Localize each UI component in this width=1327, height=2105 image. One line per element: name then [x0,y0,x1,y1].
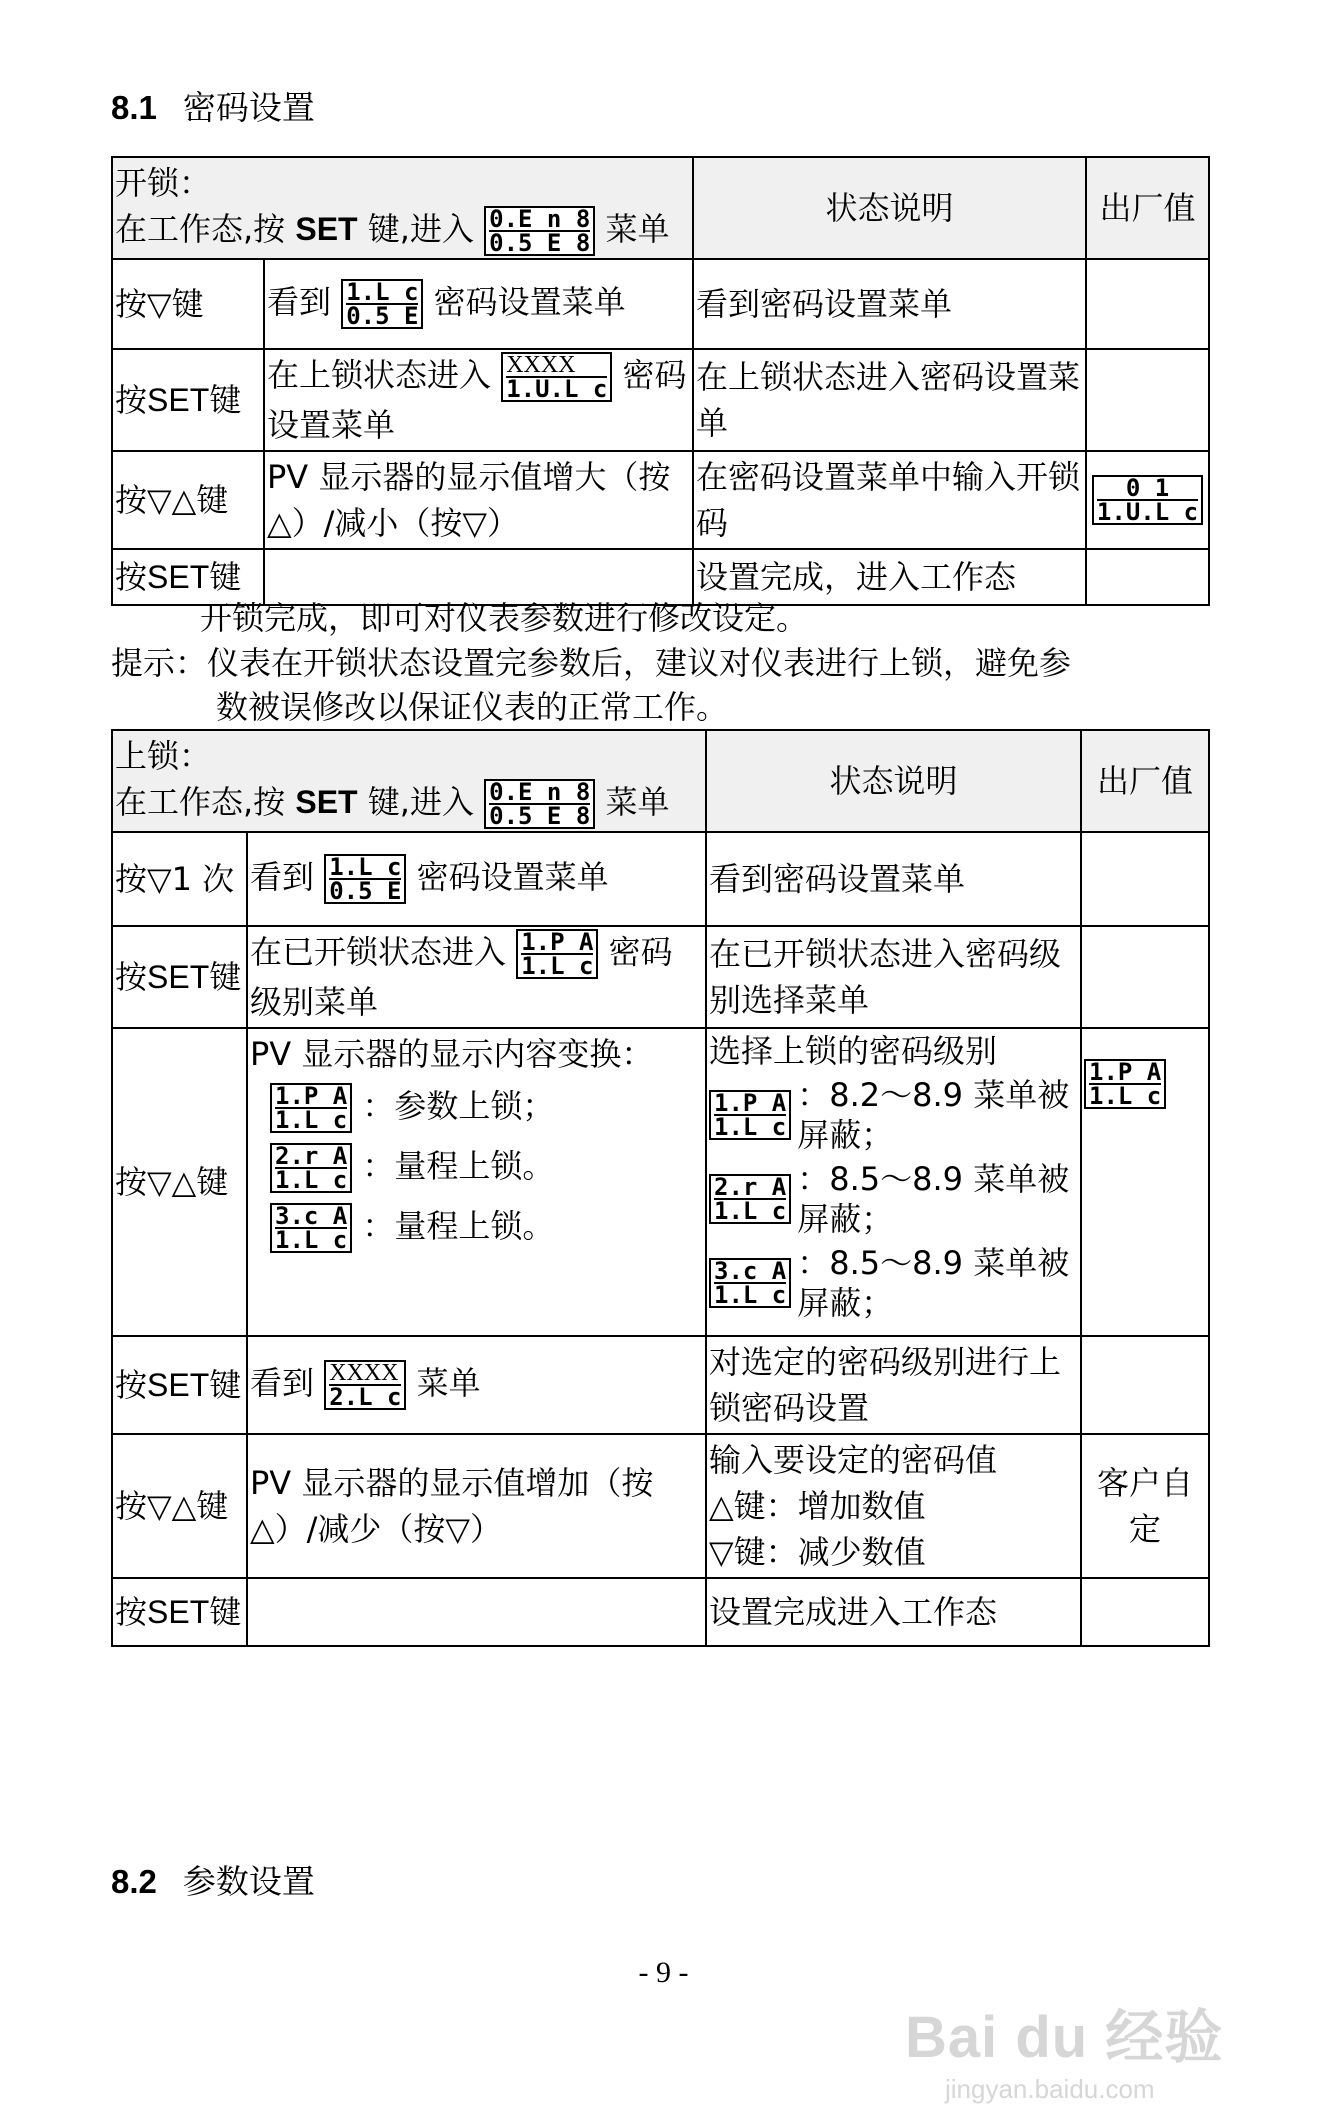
watermark-url: jingyan.baidu.com [945,2074,1155,2104]
table-row [112,832,1209,926]
table-row [112,549,1209,605]
action-cell: 按SET键 [112,1578,247,1646]
baidu-jingyan-watermark [905,1990,1245,2104]
lcd-display: $\frac{\text{1.P A}}{\text{1.L c}}$ [270,1083,352,1133]
header-line2-b: 键,进入 [357,210,474,248]
set-key-label: SET [295,211,358,247]
default-cell [1086,259,1209,349]
header-instruction [112,157,693,259]
default-cell [1081,832,1209,926]
lcd-display: XXXX 2.L c [324,1360,406,1410]
lcd-display: $\frac{\text{3.c A}}{\text{1.L c}}$ [270,1203,352,1253]
header-line1: 上锁： [115,737,212,775]
action-cell: 按SET键 [112,549,264,605]
lcd-display: 2.r A 1.L c [709,1174,791,1224]
header-status: 状态说明 [706,730,1081,832]
lcd-display: XXXX 1.U.L c [501,352,612,402]
lcd-display: $\frac{\text{0.E n 8}}{0.5 E 8}$ [484,206,595,256]
status-cell: 设置完成进入工作态 [706,1578,1081,1646]
status-cell: 设置完成，进入工作态 [693,549,1086,605]
operation-cell: PV 显示器的显示值增大（按△）/减小（按▽） [264,451,693,549]
action-cell: 按SET键 [112,349,264,451]
header-menu-label: 菜单 [605,210,670,248]
header-default: 出厂值 [1086,157,1209,259]
note-unlock-complete: 开锁完成，即可对仪表参数进行修改设定。 [200,599,809,637]
operation-cell: 看到 $\frac{\text{1.L c}}{0.5 E}$ 密码设置菜单 [264,259,693,349]
action-cell: 按SET键 [112,926,247,1028]
default-cell [1081,1028,1209,1336]
default-cell [1086,451,1209,549]
set-key-label: SET [295,784,358,820]
default-cell [1081,1336,1209,1434]
action-cell: 按▽键 [112,259,264,349]
note-tip: 提示：仪表在开锁状态设置完参数后，建议对仪表进行上锁，避免参 [111,644,1072,682]
table-row [112,1028,1209,1336]
header-instruction: 上锁： 在工作态,按 SET 键,进入 $\frac{\text{0.E n 8}}{0.5 E 8}$ 菜单 [112,730,706,832]
action-cell: 按▽△键 [112,451,264,549]
lcd-display: $\frac{\text{1.P A}}{\text{1.L c}}$ [1084,1059,1166,1109]
operation-cell [264,549,693,605]
section-heading-8-1 [111,82,315,129]
default-cell [1086,349,1209,451]
default-cell: 客户自定 [1081,1434,1209,1578]
table-header-row [112,157,1209,259]
list-item: $\frac{\text{2.r A}}{\text{1.L c}}$ ：量程上锁。 [270,1143,703,1193]
lcd-display: $\frac{\text{1.L c}}{0.5 E}$ [324,854,406,904]
list-item: $\frac{\text{3.c A}}{\text{1.L c}}$ ：量程上锁。 [270,1203,703,1253]
status-cell: 在密码设置菜单中输入开锁码 [693,451,1086,549]
operation-cell: PV 显示器的显示值增加（按△）/减少（按▽） [247,1434,706,1578]
status-cell: 输入要设定的密码值 △键：增加数值 ▽键：减少数值 [706,1434,1081,1578]
watermark-logo: Bai du 经验 [905,2005,1224,2070]
status-cell: 对选定的密码级别进行上锁密码设置 [706,1336,1081,1434]
action-cell: 按▽△键 [112,1434,247,1578]
section-title: 密码设置 [182,88,315,127]
status-cell: 看到密码设置菜单 [693,259,1086,349]
action-cell: 按SET键 [112,1336,247,1434]
action-cell: 按▽1 次 [112,832,247,926]
table-row [112,349,1209,451]
default-cell [1086,549,1209,605]
operation-cell [247,1578,706,1646]
section-number: 8.1 [111,89,157,126]
lcd-display: $\frac{\text{2.r A}}{\text{1.L c}}$ [270,1143,352,1193]
lcd-display: $\frac{0 1}{\text{1.U.L c}}$ [1092,475,1203,525]
action-cell: 按▽△键 [112,1028,247,1336]
default-cell [1081,926,1209,1028]
table-row [112,259,1209,349]
lcd-display: $\frac{\text{0.E n 8}}{0.5 E 8}$ [484,779,595,829]
table-row [112,451,1209,549]
operation-cell: 看到 XXXX 2.L c 菜单 [247,1336,706,1434]
lock-table [111,729,1210,1647]
lcd-display: $\frac{\text{1.L c}}{0.5 E}$ [341,279,423,329]
unlock-table [111,156,1210,606]
table-row [112,926,1209,1028]
status-cell: 看到密码设置菜单 [706,832,1081,926]
status-cell: 在上锁状态进入密码设置菜单 [693,349,1086,451]
operation-cell: 看到 $\frac{\text{1.L c}}{0.5 E}$ 密码设置菜单 [247,832,706,926]
lcd-display: $\frac{\text{1.P A}}{\text{1.L c}}$ [516,929,598,979]
section-number: 8.2 [111,1863,157,1900]
table-row [112,1336,1209,1434]
default-cell [1081,1578,1209,1646]
status-cell: 选择上锁的密码级别 1.P A 1.L c ：8.2～8.9 菜单被屏蔽； 2.r A 1.L c ：8.5～8.9 菜单被屏蔽； 3.c A 1.L c ：8.5～8.9 菜单被屏蔽； [706,1028,1081,1336]
table-row [112,1578,1209,1646]
list-item: 1.P A 1.L c ：8.2～8.9 菜单被屏蔽； [709,1075,1078,1155]
list-item: 3.c A 1.L c ：8.5～8.9 菜单被屏蔽； [709,1243,1078,1323]
header-default: 出厂值 [1081,730,1209,832]
note-tip-cont: 数被误修改以保证仪表的正常工作。 [216,688,729,726]
header-line2: 在工作态,按 [115,210,296,248]
lcd-display: 1.P A 1.L c [709,1090,791,1140]
operation-cell: 在已开锁状态进入 $\frac{\text{1.P A}}{\text{1.L c}}$ 密码级别菜单 [247,926,706,1028]
operation-cell: 在上锁状态进入 XXXX 1.U.L c 密码设置菜单 [264,349,693,451]
table-header-row [112,730,1209,832]
section-title: 参数设置 [182,1862,315,1901]
list-item: 2.r A 1.L c ：8.5～8.9 菜单被屏蔽； [709,1159,1078,1239]
table-row [112,1434,1209,1578]
status-cell: 在已开锁状态进入密码级别选择菜单 [706,926,1081,1028]
operation-cell: PV 显示器的显示内容变换： $\frac{\text{1.P A}}{\text{1.L c}}$ ：参数上锁； $\frac{\text{2.r A}}{\text{1.L c}}$ ：量程上锁。 $\frac{\text{3.c A}}{\text{1.L c}}$ ：量程上锁。 [247,1028,706,1336]
header-line1: 开锁： [115,164,212,202]
header-status: 状态说明 [693,157,1086,259]
list-item: $\frac{\text{1.P A}}{\text{1.L c}}$ ：参数上锁； [270,1083,703,1133]
section-heading-8-2 [111,1856,315,1903]
lcd-display: 3.c A 1.L c [709,1258,791,1308]
page-number: - 9 - [638,1956,689,1989]
